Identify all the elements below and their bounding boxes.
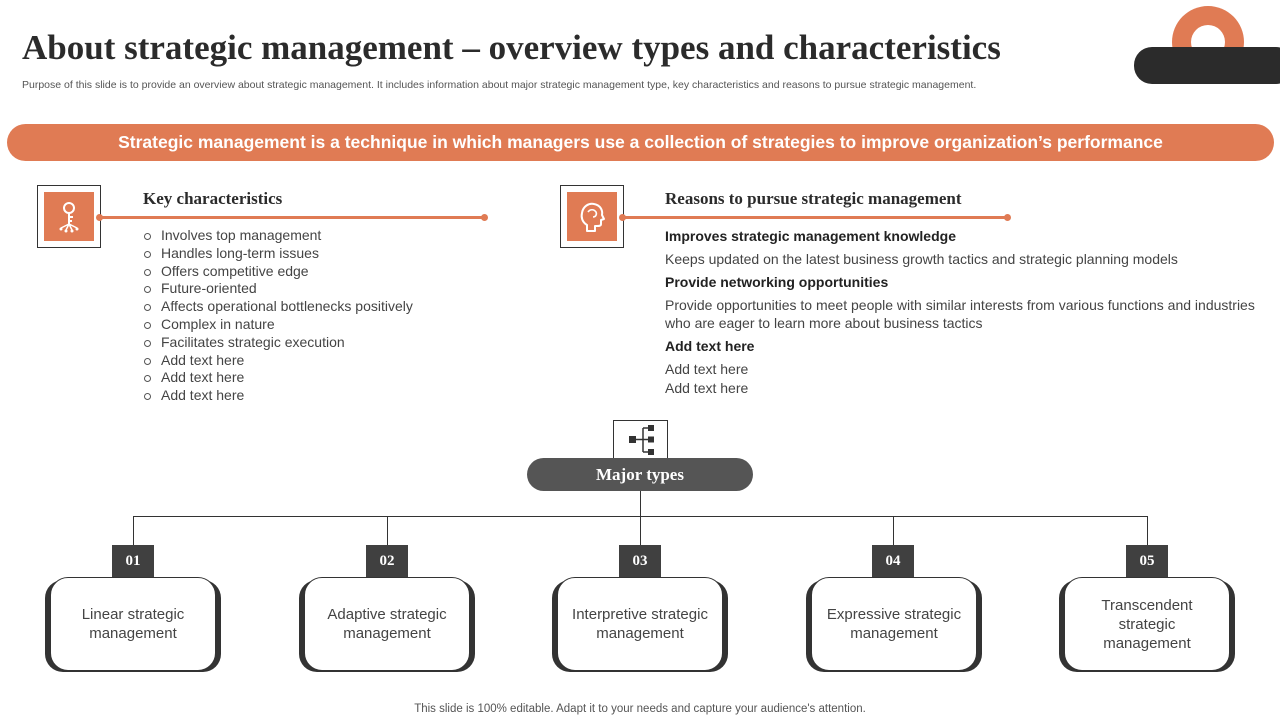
list-item: Facilitates strategic execution [143, 334, 413, 352]
hierarchy-icon [614, 421, 667, 458]
head-profile-icon [575, 200, 609, 234]
section-underline [100, 216, 485, 219]
key-characteristics-icon-box [37, 185, 101, 248]
type-number: 04 [872, 545, 914, 577]
reason-text: Add text here [665, 380, 749, 396]
list-item: Add text here [143, 387, 413, 405]
hierarchy-icon-box [613, 420, 668, 459]
type-number: 01 [112, 545, 154, 577]
reason-text: Add text here [665, 361, 749, 377]
connector-dot [481, 214, 488, 221]
type-card: Transcendent strategic management [1064, 577, 1230, 671]
list-item: Handles long-term issues [143, 245, 413, 263]
connector-line [640, 516, 641, 546]
list-item: Offers competitive edge [143, 263, 413, 281]
key-characteristics-title: Key characteristics [143, 189, 283, 208]
decorative-corner-shape [1130, 0, 1280, 90]
list-item: Involves top management [143, 227, 413, 245]
reason-heading: Improves strategic management knowledge [665, 228, 956, 244]
page-subtitle: Purpose of this slide is to provide an overview about strategic management. It includes information about major strategic management type, key characteristics and reasons to pursue strategic management. [22, 79, 977, 91]
type-card: Adaptive strategic management [304, 577, 470, 671]
list-item: Add text here [143, 352, 413, 370]
section-underline [623, 216, 1008, 219]
reasons-icon-box [560, 185, 624, 248]
reasons-content [665, 227, 1265, 402]
connector-line [893, 516, 894, 546]
key-characteristics-list [143, 227, 413, 405]
reason-text: Provide opportunities to meet people with similar interests from various functions and industries who are eager to learn more about business tactics [665, 297, 1255, 331]
type-card: Linear strategic management [50, 577, 216, 671]
list-item: Complex in nature [143, 316, 413, 334]
definition-banner: Strategic management is a technique in which managers use a collection of strategies to improve organization’s performance [7, 124, 1274, 161]
list-item: Affects operational bottlenecks positively [143, 298, 413, 316]
type-number: 05 [1126, 545, 1168, 577]
connector-dot [1004, 214, 1011, 221]
type-card: Interpretive strategic management [557, 577, 723, 671]
reasons-title: Reasons to pursue strategic management [665, 189, 962, 208]
page-title: About strategic management – overview types and characteristics [22, 28, 1001, 67]
reason-text: Keeps updated on the latest business growth tactics and strategic planning models [665, 251, 1178, 267]
connector-line [133, 516, 134, 546]
type-number: 03 [619, 545, 661, 577]
connector-line [1147, 516, 1148, 546]
connector-line [387, 516, 388, 546]
major-types-label: Major types [527, 458, 753, 491]
list-item: Add text here [143, 369, 413, 387]
type-card: Expressive strategic management [811, 577, 977, 671]
type-number: 02 [366, 545, 408, 577]
key-circuit-icon [52, 200, 86, 234]
reason-heading: Provide networking opportunities [665, 274, 889, 290]
footer-note: This slide is 100% editable. Adapt it to your needs and capture your audience's attention. [414, 703, 866, 715]
reason-heading: Add text here [665, 338, 755, 354]
list-item: Future-oriented [143, 280, 413, 298]
connector-line [640, 491, 641, 517]
